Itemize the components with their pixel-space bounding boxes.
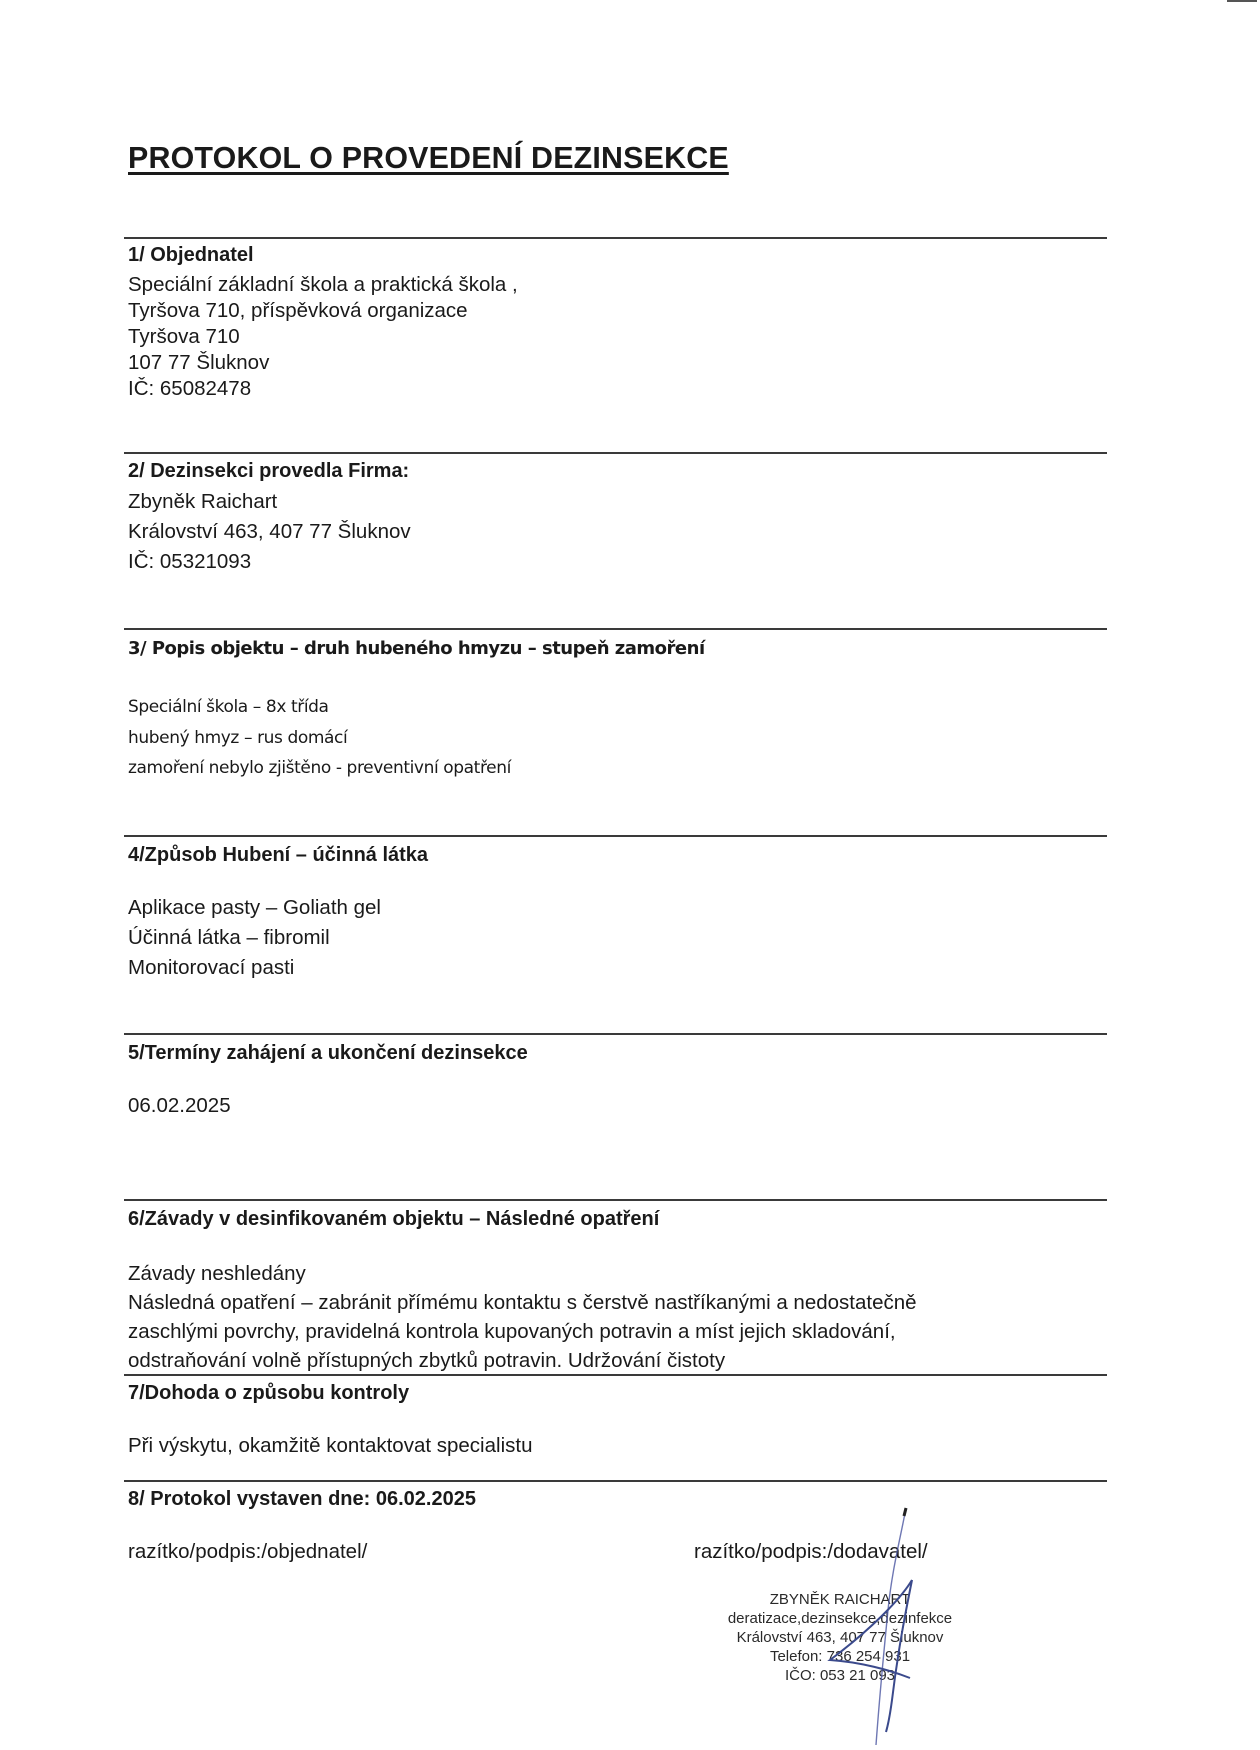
section-divider	[124, 1480, 1107, 1482]
stamp-services: deratizace,dezinsekce,dezinfekce	[727, 1610, 953, 1627]
section-divider	[124, 1033, 1107, 1035]
client-signature-label: razítko/podpis:/objednatel/	[128, 1540, 368, 1563]
section-divider	[124, 1199, 1107, 1201]
follow-up-line-1: Následná opatření – zabránit přímému kontaktu s čerstvě nastříkanými a nedostatečně	[128, 1291, 917, 1314]
client-city: 107 77 Šluknov	[128, 351, 270, 374]
stamp-address: Království 463, 407 77 Šluknov	[736, 1629, 944, 1646]
stamp-company-name: ZBYNĚK RAICHART	[769, 1591, 911, 1608]
defects-status: Závady neshledány	[128, 1262, 306, 1285]
stamp-ico: IČO: 053 21 093	[784, 1667, 896, 1684]
section-7-heading: 7/Dohoda o způsobu kontroly	[128, 1382, 410, 1404]
control-agreement: Při výskytu, okamžitě kontaktovat specialistu	[128, 1434, 533, 1457]
method-line-1: Aplikace pasty – Goliath gel	[128, 896, 381, 919]
section-divider	[124, 237, 1107, 239]
contractor-ic: IČ: 05321093	[128, 550, 252, 573]
section-divider	[124, 1374, 1107, 1376]
scan-corner-mark	[1227, 0, 1257, 2]
insect-type: hubený hmyz – rus domácí	[128, 728, 348, 748]
handwritten-signature	[760, 1500, 960, 1750]
section-1-heading: 1/ Objednatel	[128, 244, 254, 266]
follow-up-line-3: odstraňování volně přístupných zbytků potravin. Udržování čistoty	[128, 1349, 726, 1372]
client-street: Tyršova 710	[128, 325, 240, 348]
section-2-heading: 2/ Dezinsekci provedla Firma:	[128, 460, 410, 482]
method-line-2: Účinná látka – fibromil	[128, 926, 330, 949]
contractor-name: Zbyněk Raichart	[128, 490, 278, 513]
section-divider	[124, 452, 1107, 454]
section-3-heading: 3/ Popis objektu – druh hubeného hmyzu – stupeň zamoření	[128, 638, 705, 659]
infestation-level: zamoření nebylo zjištěno - preventivní opatření	[128, 758, 511, 778]
method-line-3: Monitorovací pasti	[128, 956, 295, 979]
follow-up-line-2: zaschlými povrchy, pravidelná kontrola kupovaných potravin a míst jejich skladování,	[128, 1320, 896, 1343]
supplier-signature-label: razítko/podpis:/dodavatel/	[694, 1540, 928, 1563]
section-8-heading: 8/ Protokol vystaven dne: 06.02.2025	[128, 1488, 476, 1510]
section-5-heading: 5/Termíny zahájení a ukončení dezinsekce	[128, 1042, 528, 1064]
contractor-address: Království 463, 407 77 Šluknov	[128, 520, 411, 543]
client-name-line-1: Speciální základní škola a praktická škola ,	[128, 273, 518, 296]
client-ic: IČ: 65082478	[128, 377, 252, 400]
section-divider	[124, 835, 1107, 837]
client-name-line-2: Tyršova 710, příspěvková organizace	[128, 299, 468, 322]
section-6-heading: 6/Závady v desinfikovaném objektu – Následné opatření	[128, 1208, 660, 1230]
stamp-phone: Telefon: 736 254 931	[769, 1648, 911, 1665]
section-4-heading: 4/Způsob Hubení – účinná látka	[128, 844, 429, 866]
treatment-date: 06.02.2025	[128, 1094, 231, 1117]
object-description: Speciální škola – 8x třída	[128, 697, 329, 717]
document-title: PROTOKOL O PROVEDENÍ DEZINSEKCE	[128, 140, 729, 175]
section-divider	[124, 628, 1107, 630]
